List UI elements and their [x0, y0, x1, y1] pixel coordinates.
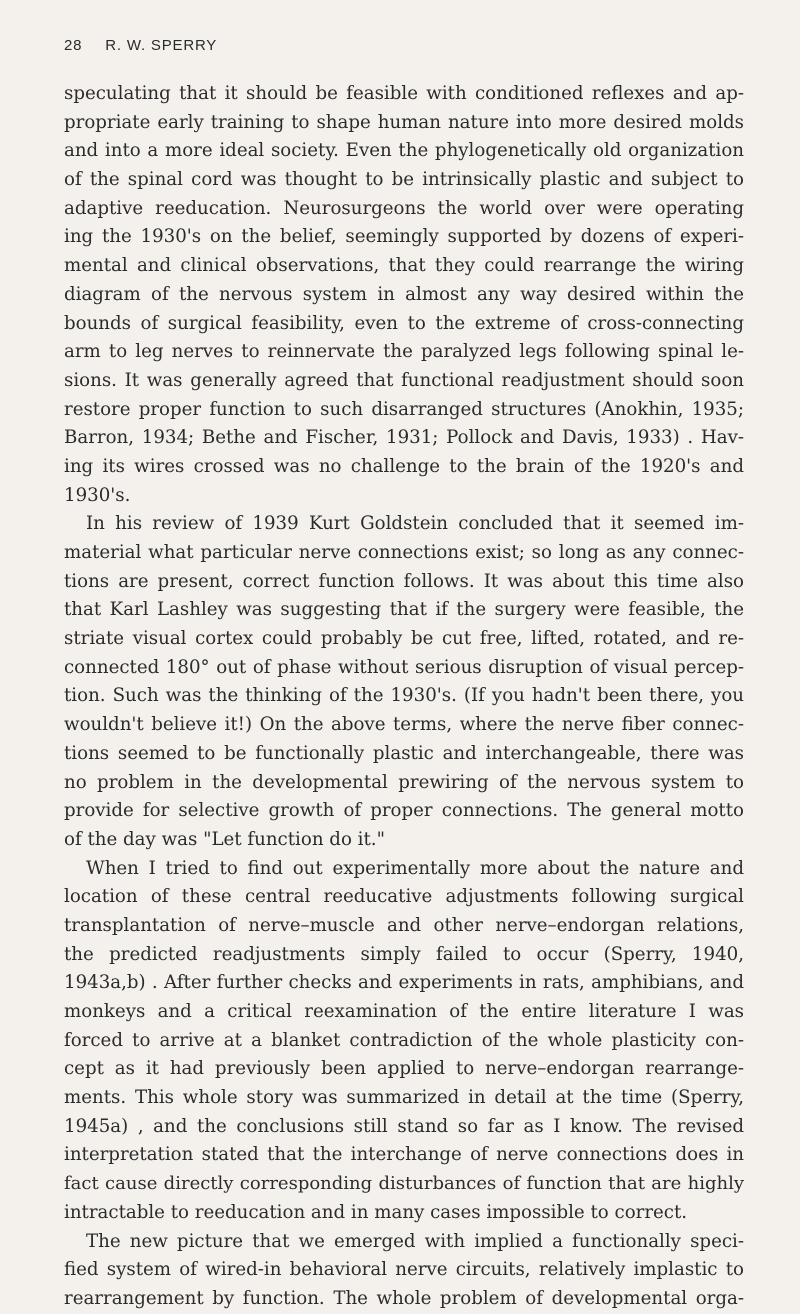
text-line: bounds of surgical feasibility, even to the extreme of cross-connecting — [64, 312, 744, 334]
text-line: forced to arrive at a blanket contradiction of the whole plasticity con- — [64, 1029, 744, 1051]
body-text — [64, 80, 744, 1314]
text-line: location of these central reeducative adjustments following surgical — [64, 886, 744, 908]
text-line: fact cause directly corresponding disturbances of function that are highly — [64, 1173, 744, 1195]
text-line: the predicted readjustments simply failed to occur (Sperry, 1940, — [64, 943, 744, 965]
text-line: In his review of 1939 Kurt Goldstein concluded that it seemed im- — [86, 513, 744, 535]
text-line: speculating that it should be feasible with conditioned reflexes and ap- — [64, 83, 744, 104]
text-line: ing the 1930's on the belief, seemingly supported by dozens of experi- — [64, 226, 744, 248]
text-line: diagram of the nervous system in almost any way desired within the — [64, 283, 744, 305]
author-name: R. W. SPERRY — [105, 37, 218, 54]
text-line: transplantation of nerve–muscle and other nerve–endorgan relations, — [64, 914, 744, 936]
text-line: tions seemed to be functionally plastic and interchangeable, there was — [64, 742, 744, 764]
text-line: tions are present, correct function follows. It was about this time also — [64, 570, 744, 592]
text-line: striate visual cortex could probably be cut free, lifted, rotated, and re- — [64, 628, 744, 650]
text-line: adaptive reeducation. Neurosurgeons the world over were operating — [64, 197, 744, 219]
text-line: wouldn't believe it!) On the above terms, where the nerve fiber connec- — [64, 714, 744, 736]
text-line: ments. This whole story was summarized in detail at the time (Sperry, — [64, 1087, 744, 1109]
text-line: intractable to reeducation and in many cases impossible to correct. — [64, 1201, 688, 1223]
text-line: tion. Such was the thinking of the 1930's. (If you hadn't been there, you — [64, 685, 744, 707]
text-line: The new picture that we emerged with implied a functionally speci- — [86, 1230, 744, 1252]
text-line: arm to leg nerves to reinnervate the paralyzed legs following spinal le- — [64, 341, 744, 363]
text-line: 1943a,b) . After further checks and experiments in rats, amphibians, and — [64, 972, 744, 994]
text-line: restore proper function to such disarranged structures (Anokhin, 1935; — [64, 398, 744, 420]
page-number: 28 — [64, 37, 83, 54]
text-line: interpretation stated that the interchange of nerve connections does in — [64, 1144, 744, 1166]
text-line: of the day was "Let function do it." — [64, 828, 385, 850]
text-line: ing its wires crossed was no challenge to the brain of the 1920's and — [64, 455, 744, 477]
running-head — [64, 37, 217, 54]
text-line: that Karl Lashley was suggesting that if the surgery were feasible, the — [64, 599, 744, 621]
text-line: 1945a) , and the conclusions still stand so far as I know. The revised — [64, 1115, 744, 1137]
text-line: fied system of wired-in behavioral nerve circuits, relatively implastic to — [64, 1259, 744, 1281]
text-line: propriate early training to shape human nature into more desired molds — [64, 111, 744, 133]
text-line: and into a more ideal society. Even the phylogenetically old organization — [64, 140, 744, 162]
text-line: mental and clinical observations, that they could rearrange the wiring — [64, 255, 744, 277]
text-line: sions. It was generally agreed that functional readjustment should soon — [64, 369, 744, 391]
text-line: 1930's. — [64, 484, 131, 506]
text-line: no problem in the developmental prewiring of the nervous system to — [64, 771, 744, 793]
text-line: connected 180° out of phase without serious disruption of visual percep- — [64, 656, 744, 678]
text-line: monkeys and a critical reexamination of the entire literature I was — [64, 1001, 744, 1022]
text-line: When I tried to find out experimentally more about the nature and — [86, 857, 744, 879]
text-line: rearrangement by function. The whole problem of developmental orga- — [64, 1287, 744, 1309]
text-line: of the spinal cord was thought to be intrinsically plastic and subject to — [64, 169, 744, 191]
text-line: cept as it had previously been applied to nerve–endorgan rearrange- — [64, 1058, 744, 1080]
text-line: provide for selective growth of proper connections. The general motto — [64, 800, 744, 822]
text-line: material what particular nerve connections exist; so long as any connec- — [64, 542, 744, 563]
text-line: Barron, 1934; Bethe and Fischer, 1931; Pollock and Davis, 1933) . Hav- — [64, 427, 744, 449]
